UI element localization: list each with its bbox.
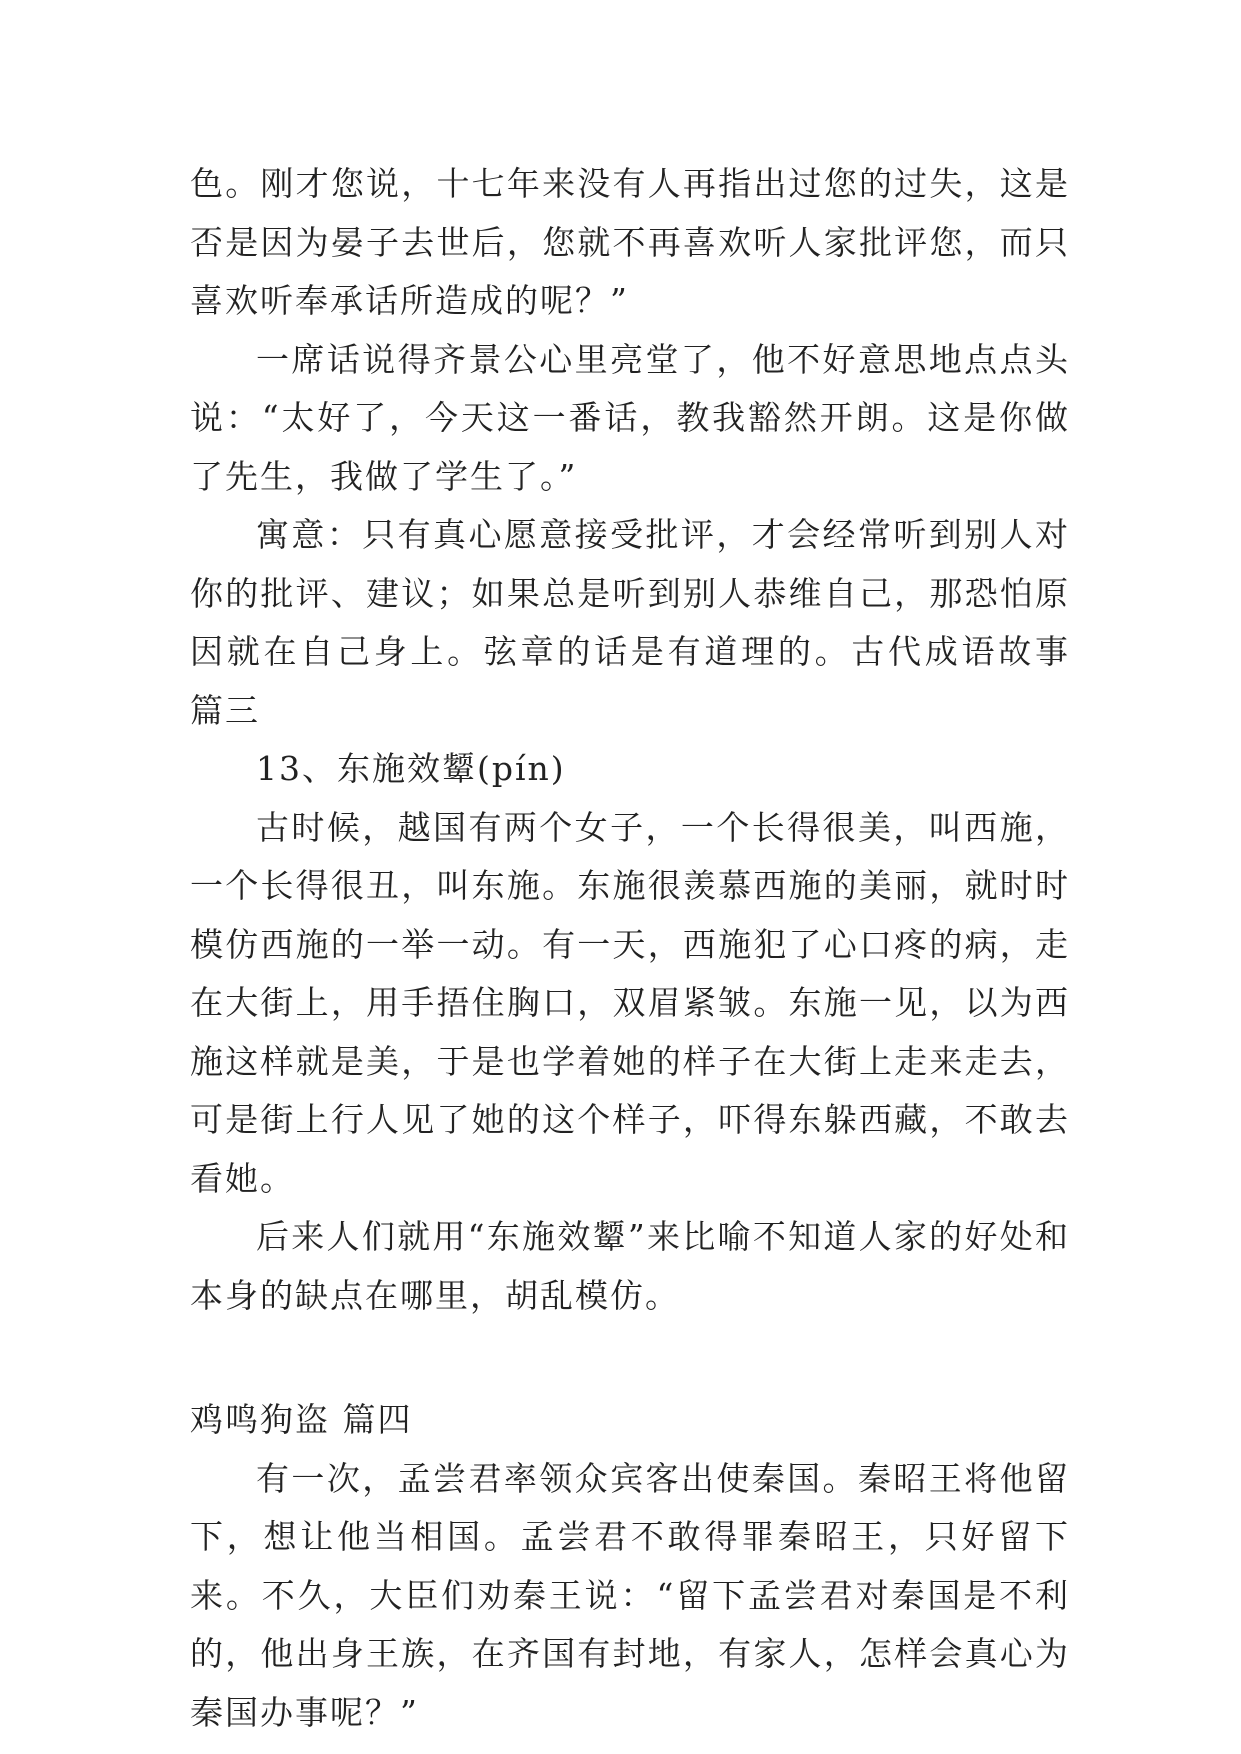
paragraph-mengchangjun: 有一次，孟尝君率领众宾客出使秦国。秦昭王将他留下，想让他当相国。孟尝君不敢得罪秦昭王，只好留下来。不久，大臣们劝秦王说：“留下孟尝君对秦国是不利的，他出身王族，在齐国有封地，有家人，怎样会真心为秦国办事呢？” xyxy=(190,1458,1070,1732)
paragraph-moral: 寓意：只有真心愿意接受批评，才会经常听到别人对你的批评、建议；如果总是听到别人恭维自己，那恐怕原因就在自己身上。弦章的话是有道理的。古代成语故事 篇三 xyxy=(190,515,1070,730)
paragraph-dongshi-story: 古时候，越国有两个女子，一个长得很美，叫西施，一个长得很丑，叫东施。东施很羡慕西施的美丽，就时时模仿西施的一举一动。有一天，西施犯了心口疼的病，走在大街上，用手捂住胸口，双眉紧皱。东施一见，以为西施这样就是美，于是也学着她的样子在大街上走来走去，可是街上行人见了她的这个样子，吓得东躲西藏，不敢去看她。 xyxy=(190,807,1070,1198)
section-heading-jiming: 鸡鸣狗盗 篇四 xyxy=(190,1400,413,1439)
paragraph-continuation: 色。刚才您说，十七年来没有人再指出过您的过失，这是否是因为晏子去世后，您就不再喜欢听人家批评您，而只喜欢听奉承话所造成的呢？” xyxy=(190,164,1070,320)
document-body xyxy=(190,155,1070,1742)
paragraph-jinggong-reply: 一席话说得齐景公心里亮堂了，他不好意思地点点头说：“太好了，今天这一番话，教我豁然开朗。这是你做了先生，我做了学生了。” xyxy=(190,339,1070,496)
paragraph-dongshi-meaning: 后来人们就用“东施效颦”来比喻不知道人家的好处和本身的缺点在哪里，胡乱模仿。 xyxy=(190,1217,1070,1315)
story-heading-dongshi: 13、东施效颦(pín) xyxy=(256,749,566,788)
